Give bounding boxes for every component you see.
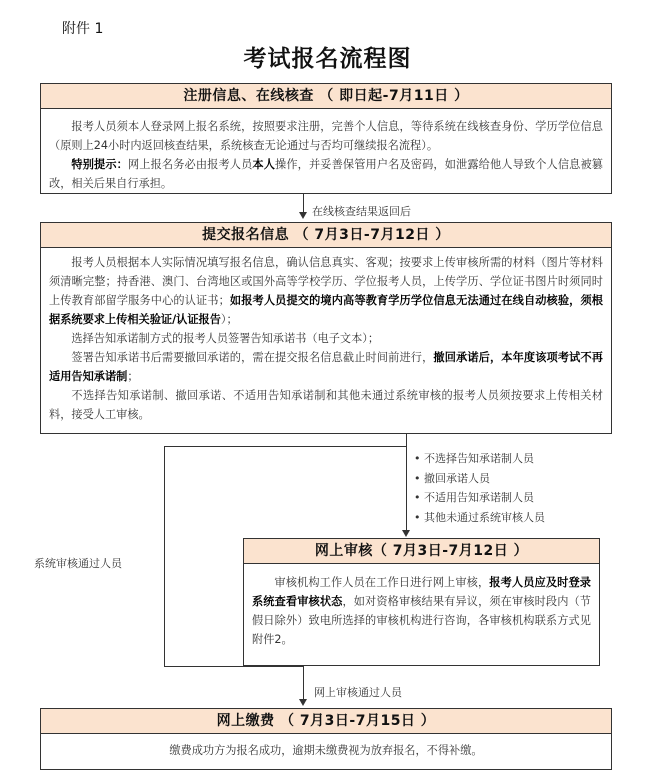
manual-review-list <box>414 449 545 527</box>
manual-review-arrow <box>402 530 410 537</box>
stage2-para1-end: ）； <box>220 313 238 326</box>
stage1-para1: 报考人员须本人登录网上报名系统，按照要求注册，完善个人信息，等待系统在线核查身份、学历学位信息（原则上24小时内返回核查结果，系统核查无论通过与否均可继续报名流程）。 <box>49 120 603 152</box>
bullet-item: • 不适用告知承诺制人员 <box>414 488 545 508</box>
stage2-heading: 提交报名信息 （ 7月3日-7月12日 ） <box>40 222 612 248</box>
arrow1-head <box>299 212 307 219</box>
left-bypass-line <box>164 446 165 666</box>
stage3-para-a: 审核机构工作人员在工作日进行网上审核， <box>274 576 490 589</box>
stage2-para1 <box>49 253 603 329</box>
page-title: 考试报名流程图 <box>243 45 412 72</box>
left-bypass-bottom <box>164 666 304 667</box>
annex-label: 附件 1 <box>62 21 104 37</box>
bullet-item: • 其他未通过系统审核人员 <box>414 508 545 528</box>
arrow3-line <box>303 666 304 699</box>
special-tip-label: 特别提示： <box>71 158 128 171</box>
stage1-para2 <box>49 155 603 193</box>
stage2-para3-bold: 撤回承诺后，本年度该项考试不再适用告知承诺制 <box>49 351 603 383</box>
manual-review-line <box>406 446 407 530</box>
stage3-heading: 网上审核（ 7月3日-7月12日 ） <box>243 538 600 564</box>
stage2-body <box>40 248 612 434</box>
branch-stem <box>406 434 407 446</box>
stage3-para-bold: 报考人员应及时登录系统查看审核状态 <box>252 576 591 608</box>
bullet-item: • 不选择告知承诺制人员 <box>414 449 545 469</box>
stage1-body <box>40 109 612 194</box>
stage1-para2-a: 网上报名务必由报考人员 <box>127 158 253 171</box>
stage4-text: 缴费成功方为报名成功，逾期未缴费视为放弃报名，不得补缴。 <box>169 744 483 757</box>
arrow3-head <box>299 699 307 706</box>
stage4-body <box>40 734 612 770</box>
stage2-para3 <box>49 348 603 386</box>
branch-horizontal <box>164 446 407 447</box>
stage2-para2: 选择告知承诺制方式的报考人员签署告知承诺书（电子文本）； <box>71 332 380 345</box>
stage1-para2-bold: 本人 <box>252 158 276 171</box>
stage1-para2-b: 操作，并妥善保管用户名及密码，如泄露给他人导致个人信息被篡改，相关后果自行承担。 <box>49 158 603 190</box>
stage2-para3-end: ； <box>127 370 139 383</box>
stage1-heading: 注册信息、在线核查 （ 即日起-7月11日 ） <box>40 83 612 109</box>
side-label: 系统审核通过人员 <box>34 557 122 570</box>
stage2-para4: 不选择告知承诺制、撤回承诺、不适用告知承诺制和其他未通过系统审核的报考人员须按要求上传相关材料，接受人工审核。 <box>49 389 603 421</box>
stage2-para1-bold: 如报考人员提交的境内高等教育学历学位信息无法通过在线自动核验，须根据系统要求上传相关验证/认证报告 <box>49 294 603 326</box>
arrow1-line <box>303 194 304 212</box>
stage2-para3-a: 签署告知承诺书后需要撤回承诺的，需在提交报名信息截止时间前进行， <box>71 351 434 364</box>
stage3-para <box>252 573 591 649</box>
stage4-heading: 网上缴费 （ 7月3日-7月15日 ） <box>40 708 612 734</box>
arrow1-label: 在线核查结果返回后 <box>312 205 411 218</box>
stage3-body <box>243 564 600 666</box>
arrow3-label: 网上审核通过人员 <box>314 686 402 699</box>
stage2-para1-a: 报考人员根据本人实际情况填写报名信息，确认信息真实、客观；按要求上传审核所需的材料（图片等材料须清晰完整；持香港、澳门、台湾地区或国外高等学校学历、学位报考人员，上传学历、学位证书图片时须同时上传教育部留学服务中心的认证书； <box>49 256 603 307</box>
bullet-item: • 撤回承诺人员 <box>414 469 545 489</box>
stage3-para-b: ，如对资格审核结果有异议，须在审核时段内（节假日除外）致电所选择的审核机构进行咨询，各审核机构联系方式见附件2。 <box>252 595 591 646</box>
